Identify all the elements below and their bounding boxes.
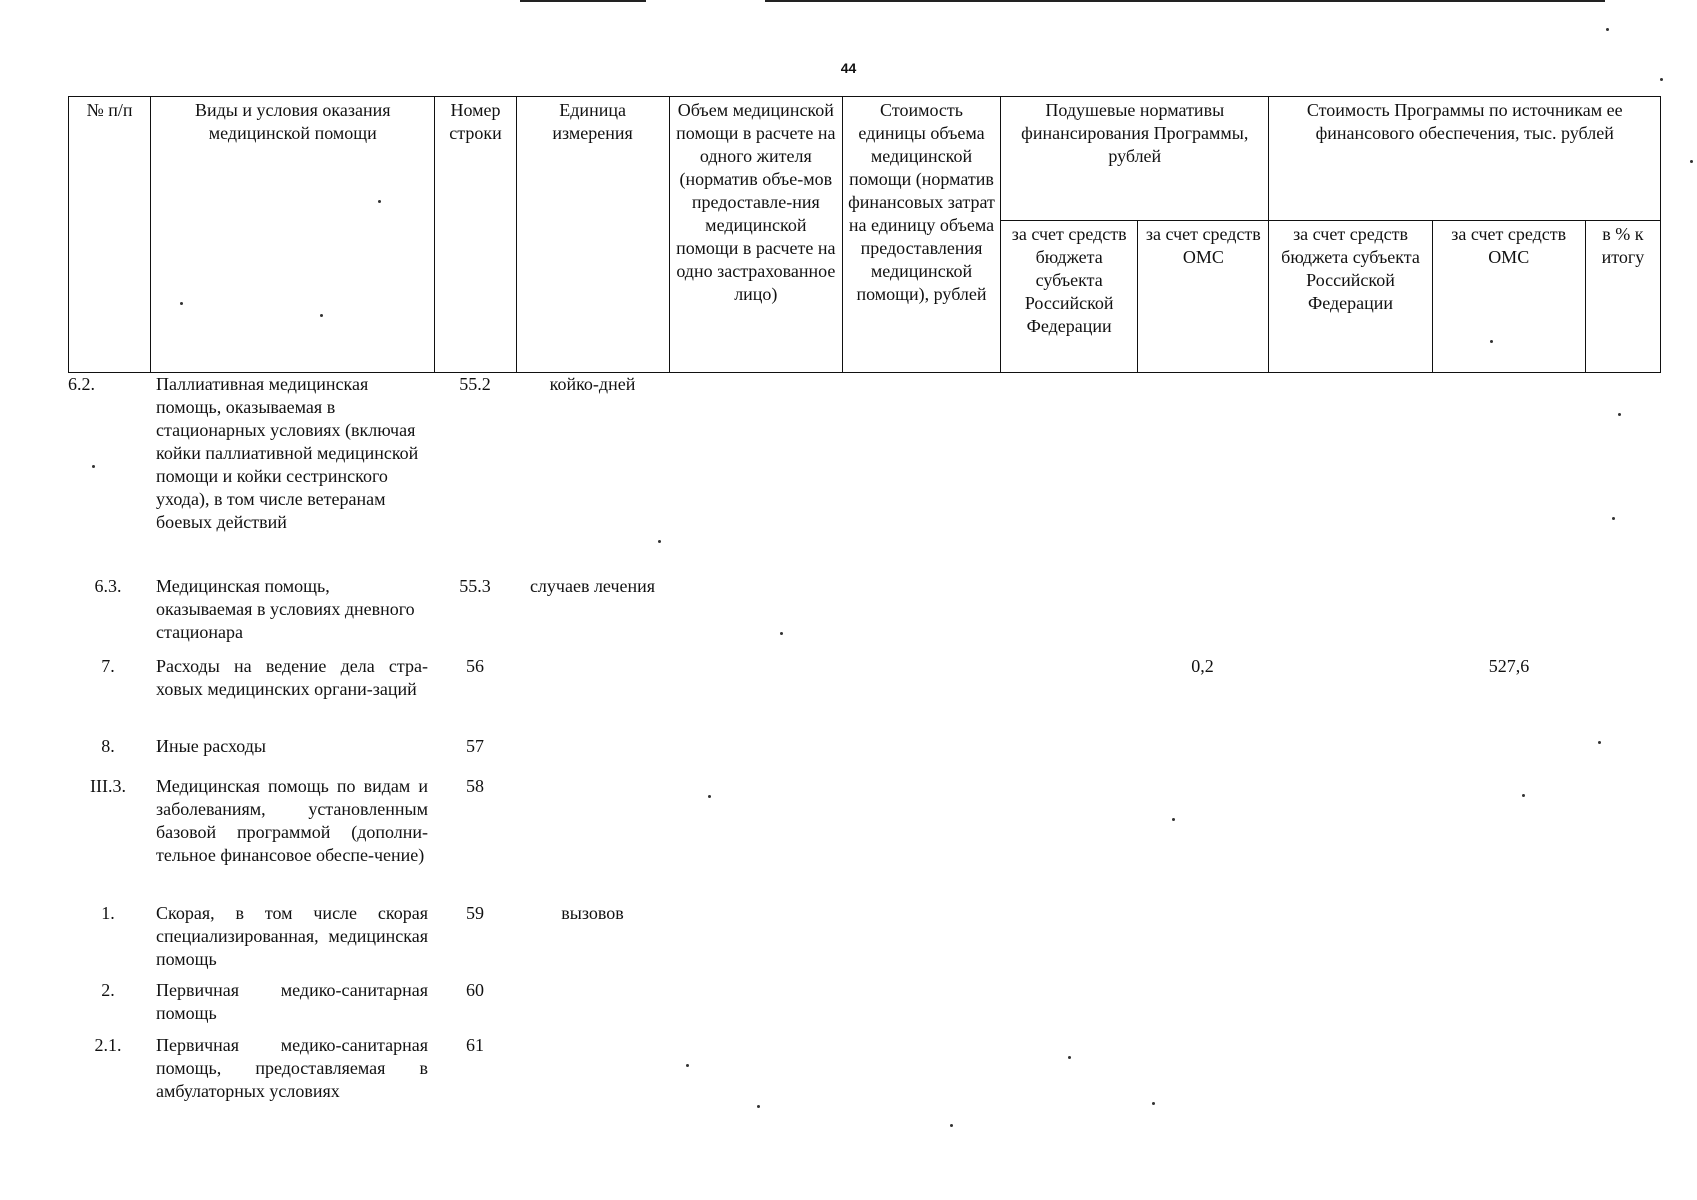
header-group-per-capita: Подушевые нормативы финансирования Программы, рублей — [1001, 97, 1269, 221]
header-col-num: № п/п — [69, 97, 151, 373]
header-col-unit: Единица измерения — [516, 97, 669, 373]
top-rule-right — [765, 0, 1605, 2]
scan-speck — [780, 632, 783, 635]
row-num: 2.1. — [94, 1035, 122, 1055]
header-per-capita-budget: за счет средств бюджета субъекта Российской Федерации — [1001, 221, 1138, 373]
header-cost-budget: за счет средств бюджета субъекта Российской Федерации — [1269, 221, 1432, 373]
scan-speck — [1606, 28, 1609, 31]
row-line: 55.3 — [459, 576, 491, 596]
scan-speck — [708, 795, 711, 798]
scan-speck — [1152, 1102, 1155, 1105]
header-group-program-cost: Стоимость Программы по источникам ее финансового обеспечения, тыс. рублей — [1269, 97, 1661, 221]
row-line: 60 — [466, 980, 484, 1000]
row-num: 7. — [101, 656, 115, 676]
header-cost-percent: в % к итогу — [1585, 221, 1660, 373]
scan-speck — [1690, 160, 1693, 163]
scan-speck — [1660, 78, 1663, 81]
row-line: 55.2 — [459, 374, 491, 394]
row-oms-norm: 0,2 — [1191, 656, 1214, 676]
scan-speck — [686, 1064, 689, 1067]
row-name: Медицинская помощь, оказываемая в условиях дневного стационара — [156, 576, 415, 642]
row-name: Иные расходы — [156, 736, 267, 756]
header-col-volume: Объем медицинской помощи в расчете на одного жителя (норматив объе-мов предоставле-ния медицинской помощи в расчете на одно застрахованное лицо) — [669, 97, 842, 373]
scan-speck — [950, 1124, 953, 1127]
scan-speck — [757, 1105, 760, 1108]
row-line: 58 — [466, 776, 484, 796]
row-name: Медицинская помощь по видам и заболеваниям, установленным базовой программой (дополни-тельное финансовое обеспе-чение) — [156, 776, 428, 865]
scan-speck — [658, 540, 661, 543]
row-line: 59 — [466, 903, 484, 923]
header-per-capita-oms: за счет средств ОМС — [1138, 221, 1269, 373]
row-num: 8. — [101, 736, 115, 756]
row-line: 56 — [466, 656, 484, 676]
row-unit: вызовов — [561, 903, 624, 923]
row-oms-cost: 527,6 — [1488, 656, 1530, 676]
header-col-unit-cost: Стоимость единицы объема медицинской помощи (норматив финансовых затрат на единицу объема предоставления медицинской помощи), рублей — [842, 97, 1000, 373]
row-num: 1. — [101, 903, 115, 923]
scan-speck — [1618, 413, 1621, 416]
row-unit: случаев лечения — [529, 576, 656, 596]
scan-speck — [1522, 794, 1525, 797]
scan-speck — [92, 465, 95, 468]
row-name: Паллиативная медицинская помощь, оказываемая в стационарных условиях (включая койки паллиативной медицинской помощи и койки сестринского ухода), в том числе ветеранам боевых действий — [156, 374, 419, 532]
header-col-line: Номер строки — [435, 97, 516, 373]
row-num: 6.3. — [94, 576, 122, 596]
row-line: 61 — [466, 1035, 484, 1055]
row-line: 57 — [466, 736, 484, 756]
row-name: Скорая, в том числе скорая специализированная, медицинская помощь — [156, 903, 428, 969]
row-num: 6.2. — [68, 374, 95, 394]
row-name: Первичная медико-санитарная помощь — [156, 980, 428, 1023]
top-rule-left — [520, 0, 646, 2]
row-num: III.3. — [90, 776, 126, 796]
page-number: 44 — [840, 60, 857, 76]
row-unit: койко-дней — [549, 374, 636, 394]
header-col-types: Виды и условия оказания медицинской помощи — [151, 97, 435, 373]
table-header — [68, 96, 1661, 373]
scan-speck — [1068, 1056, 1071, 1059]
row-num: 2. — [101, 980, 115, 1000]
scan-speck — [1612, 517, 1615, 520]
scan-speck — [1598, 741, 1601, 744]
row-name: Расходы на ведение дела стра-ховых медицинских органи-заций — [156, 656, 428, 699]
header-cost-oms: за счет средств ОМС — [1432, 221, 1585, 373]
scan-speck — [1172, 818, 1175, 821]
row-name: Первичная медико-санитарная помощь, предоставляемая в амбулаторных условиях — [156, 1035, 428, 1101]
